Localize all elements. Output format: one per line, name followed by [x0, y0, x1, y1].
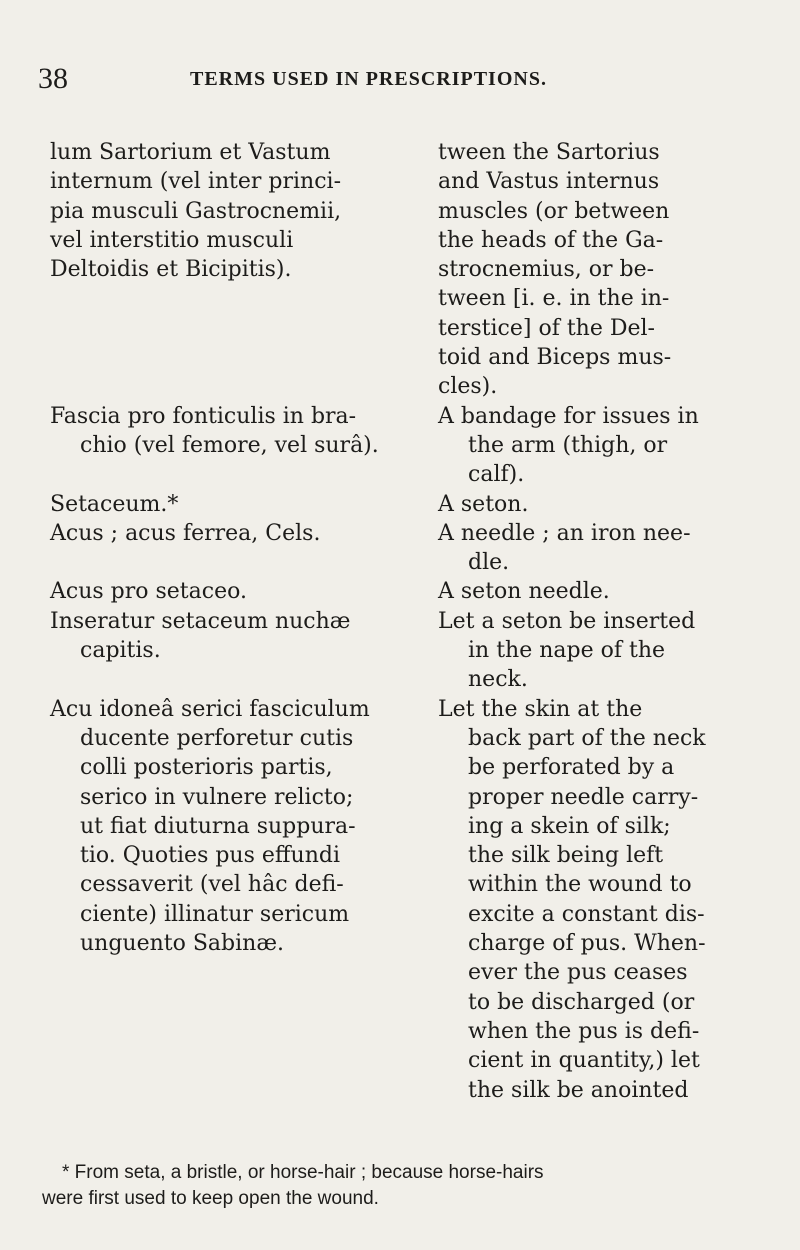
- english-text: [438, 138, 763, 402]
- latin-text: [50, 577, 430, 606]
- latin-line: tio. Quoties pus effundi: [80, 843, 340, 869]
- latin-line: lum Sartorium et Vastum: [50, 140, 331, 165]
- english-line: and Vastus internus: [438, 169, 660, 195]
- english-line: be perforated by a: [468, 755, 675, 781]
- english-line: dle.: [468, 550, 510, 576]
- english-line: A needle ; an iron nee-: [438, 520, 691, 546]
- english-line: excite a constant dis-: [468, 901, 705, 927]
- english-line: the heads of the Ga-: [438, 227, 664, 253]
- glossary-entry: [0, 138, 800, 402]
- latin-line: Inseratur setaceum nuchæ: [50, 608, 351, 634]
- english-line: neck.: [468, 667, 528, 693]
- latin-text: [50, 607, 430, 695]
- english-text: [438, 519, 763, 578]
- latin-text: [50, 402, 430, 490]
- glossary-entry: [0, 402, 800, 490]
- footnote-line: * From seta, a bristle, or horse-hair ; because horse-hairs: [62, 1162, 544, 1183]
- english-text: [438, 607, 763, 695]
- english-line: within the wound to: [468, 872, 692, 898]
- latin-text: [50, 695, 430, 1105]
- latin-line: Acus pro setaceo.: [50, 579, 247, 605]
- english-line: in the nape of the: [468, 638, 666, 664]
- glossary-entry: [0, 695, 800, 1105]
- latin-line: Acus ; acus ferrea, Cels.: [50, 520, 321, 546]
- english-line: terstice] of the Del-: [438, 315, 655, 341]
- english-line: charge of pus. When-: [468, 931, 706, 957]
- glossary-entry: [0, 490, 800, 519]
- english-text: [438, 490, 763, 519]
- latin-line: ducente perforetur cutis: [80, 725, 354, 751]
- english-line: ever the pus ceases: [468, 960, 688, 986]
- english-line: the arm (thigh, or: [468, 432, 668, 458]
- latin-text: [50, 519, 430, 578]
- latin-line: serico in vulnere relicto;: [80, 784, 354, 810]
- latin-line: chio (vel femore, vel surâ).: [80, 432, 379, 458]
- latin-line: pia musculi Gastrocnemii,: [50, 198, 342, 224]
- english-line: proper needle carry-: [468, 784, 699, 810]
- english-text: [438, 695, 763, 1105]
- english-line: cient in quantity,) let: [468, 1048, 700, 1074]
- latin-line: Setaceum.*: [50, 491, 179, 517]
- english-line: when the pus is defi-: [468, 1018, 700, 1044]
- english-line: tween the Sartorius: [438, 140, 660, 165]
- english-line: Let the skin at the: [438, 696, 643, 722]
- glossary-entry: [0, 607, 800, 695]
- english-text: [438, 577, 763, 606]
- english-line: the silk be anointed: [468, 1077, 689, 1103]
- page-header: [0, 62, 800, 102]
- latin-line: ut fiat diuturna suppura-: [80, 813, 356, 839]
- latin-line: Fascia pro fonticulis in bra-: [50, 403, 357, 429]
- footnote: [42, 1160, 790, 1212]
- latin-line: ciente) illinatur sericum: [80, 901, 350, 927]
- latin-line: colli posterioris partis,: [80, 755, 333, 781]
- latin-line: capitis.: [80, 638, 161, 664]
- glossary-body: [0, 138, 800, 1105]
- english-line: tween [i. e. in the in-: [438, 286, 670, 312]
- english-line: to be discharged (or: [468, 989, 695, 1015]
- latin-text: [50, 490, 430, 519]
- latin-line: cessaverit (vel hâc defi-: [80, 872, 344, 898]
- english-line: A bandage for issues in: [438, 403, 699, 429]
- latin-line: Deltoidis et Bicipitis).: [50, 257, 292, 283]
- english-line: muscles (or between: [438, 198, 670, 224]
- english-line: toid and Biceps mus-: [438, 345, 672, 371]
- latin-line: internum (vel inter princi-: [50, 169, 342, 195]
- english-line: calf).: [468, 462, 525, 488]
- latin-line: unguento Sabinæ.: [80, 931, 285, 957]
- glossary-entry: [0, 577, 800, 606]
- english-text: [438, 402, 763, 490]
- glossary-entry: [0, 519, 800, 578]
- english-line: A seton needle.: [438, 579, 610, 605]
- english-line: the silk being left: [468, 843, 664, 869]
- english-line: strocnemius, or be-: [438, 257, 655, 283]
- english-line: ing a skein of silk;: [468, 813, 671, 839]
- page-number: 38: [38, 62, 68, 95]
- english-line: cles).: [438, 374, 498, 400]
- english-line: Let a seton be inserted: [438, 608, 696, 634]
- footnote-line: were first used to keep open the wound.: [42, 1188, 379, 1209]
- english-line: A seton.: [438, 491, 529, 517]
- latin-text: [50, 138, 430, 402]
- english-line: back part of the neck: [468, 725, 706, 751]
- latin-line: Acu idoneâ serici fasciculum: [50, 696, 370, 722]
- running-head: TERMS USED IN PRESCRIPTIONS.: [190, 68, 547, 90]
- latin-line: vel interstitio musculi: [50, 227, 294, 253]
